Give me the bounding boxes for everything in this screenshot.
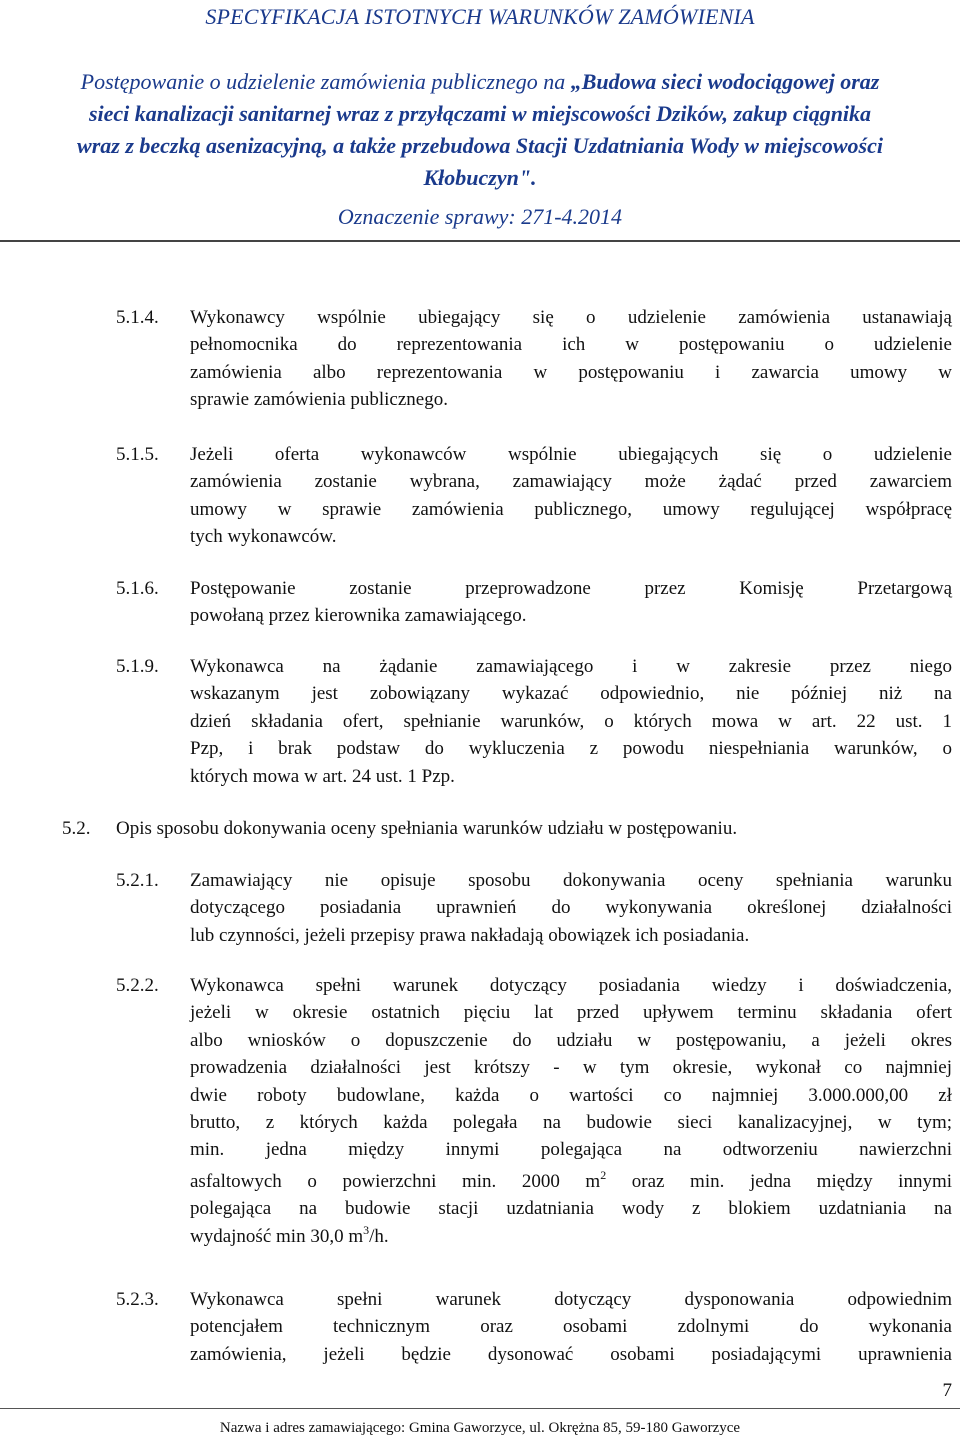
text-line: których mowa w art. 24 ust. 1 Pzp. [190,765,455,787]
section-5-1-9-text [190,653,952,790]
text-line: powołaną przez kierownika zamawiającego. [190,605,527,627]
document-title: SPECYFIKACJA ISTOTNYCH WARUNKÓW ZAMÓWIENIA [205,4,755,29]
text-line: sprawie zamówienia publicznego. [190,389,448,411]
text-line: zamówienia, jeżeli będzie dysonować osobami posiadającymi uprawnienia [190,1343,952,1365]
section-number: 5.2. [62,818,91,839]
text-line: Postępowanie zostanie przeprowadzone przez Komisję Przetargową [190,578,952,599]
footer-divider [0,1408,960,1409]
text-line: potencjałem technicznym oraz osobami zdolnymi do wykonania [190,1316,952,1338]
header-divider [0,240,960,242]
section-number: 5.2.2. [116,975,159,996]
text-line: prowadzenia działalności jest krótszy - w tym okresie, wykonał co najmniej [190,1057,952,1079]
text-line: polegająca na budowie stacji uzdatniania wody z blokiem uzdatniania na [190,1198,952,1220]
procurement-name-line3: wraz z beczką asenizacyjną, a także przebudowa Stacji Uzdatniania Wody w miejscowości [77,133,883,158]
text-line: jeżeli w okresie ostatnich pięciu lat przed upływem terminu składania ofert [190,1002,952,1024]
text-line: min. jedna między innymi polegająca na odtworzeniu nawierzchni [190,1139,952,1161]
section-number: 5.1.4. [116,307,159,328]
text-line: Pzp, i brak podstaw do wykluczenia z powodu niespełniania warunków, o [190,738,952,760]
section-5-1-5-text [190,441,952,551]
text-line: Jeżeli oferta wykonawców wspólnie ubiegających się o udzielenie [190,444,952,465]
section-number: 5.1.9. [116,656,159,677]
section-5-1-4-text [190,304,952,414]
text-line: Wykonawca spełni warunek dotyczący dysponowania odpowiednim [190,1289,952,1310]
text-line: albo wniosków o dopuszczenie do udziału w postępowaniu, a jeżeli okres [190,1029,952,1051]
section-5-2-2-text [190,972,952,1250]
text-line: dzień składania ofert, spełnianie warunków, o których mowa w art. 22 ust. 1 [190,710,952,732]
procurement-prefix: Postępowanie o udzielenie zamówienia publicznego na [80,69,571,94]
page-number: 7 [942,1380,952,1401]
case-number: Oznaczenie sprawy: 271-4.2014 [337,204,623,229]
text-line: Wykonawca spełni warunek dotyczący posiadania wiedzy i doświadczenia, [190,975,952,996]
text-line: dwie roboty budowlane, każda o wartości co najmniej 3.000.000,00 zł [190,1084,952,1106]
section-5-2-3-text [190,1286,952,1368]
procurement-title [30,66,930,194]
procurement-name-line2: sieci kanalizacji sanitarnej wraz z przyłączami w miejscowości Dzików, zakup ciągnika [88,101,872,126]
text-line: zamówienia zostanie wybrana, zamawiający może żądać przed zawarciem [190,471,952,493]
text-line: wydajność min 30,0 $m^3/h$. [190,1222,389,1247]
text-line: asfaltowych o powierzchni min. 2000 $m^2$ oraz min. jedna między innymi [190,1167,953,1192]
section-5-2-1-text [190,867,952,949]
text-line: Wykonawca na żądanie zamawiającego i w zakresie przez niego [190,656,952,677]
text-line: Wykonawcy wspólnie ubiegający się o udzielenie zamówienia ustanawiają [190,307,952,328]
procurement-name: „Budowa sieci wodociągowej oraz [570,69,880,94]
text-line: dotyczącego posiadania uprawnień do wykonywania określonej działalności [190,897,952,919]
section-5-2-heading: Opis sposobu dokonywania oceny spełniania warunków udziału w postępowaniu. [116,818,738,839]
text-line: pełnomocnika do reprezentowania ich w postępowaniu o udzielenie [190,334,952,356]
section-5-1-6-text [190,575,952,630]
section-number: 5.2.1. [116,870,159,891]
text-line: lub czynności, jeżeli przepisy prawa nakładają obowiązek ich posiadania. [190,924,750,946]
section-number: 5.2.3. [116,1289,159,1310]
procurement-name-line4: Kłobuczyn". [423,165,537,190]
text-line: wskazanym jest zobowiązany wykazać odpowiednio, nie później niż na [190,683,952,705]
text-line: tych wykonawców. [190,526,337,548]
text-line: Zamawiający nie opisuje sposobu dokonywania oceny spełniania warunku [190,870,952,891]
section-number: 5.1.5. [116,444,159,465]
text-line: zamówienia albo reprezentowania w postępowaniu i zawarcia umowy w [190,361,952,383]
text-line: umowy w sprawie zamówienia publicznego, umowy regulującej współpracę [190,498,952,520]
footer-address: Nazwa i adres zamawiającego: Gmina Gaworzyce, ul. Okrężna 85, 59-180 Gaworzyce [219,1420,741,1436]
text-line: brutto, z których każda polegała na budowie sieci kanalizacyjnej, w tym; [190,1112,952,1134]
section-number: 5.1.6. [116,578,159,599]
